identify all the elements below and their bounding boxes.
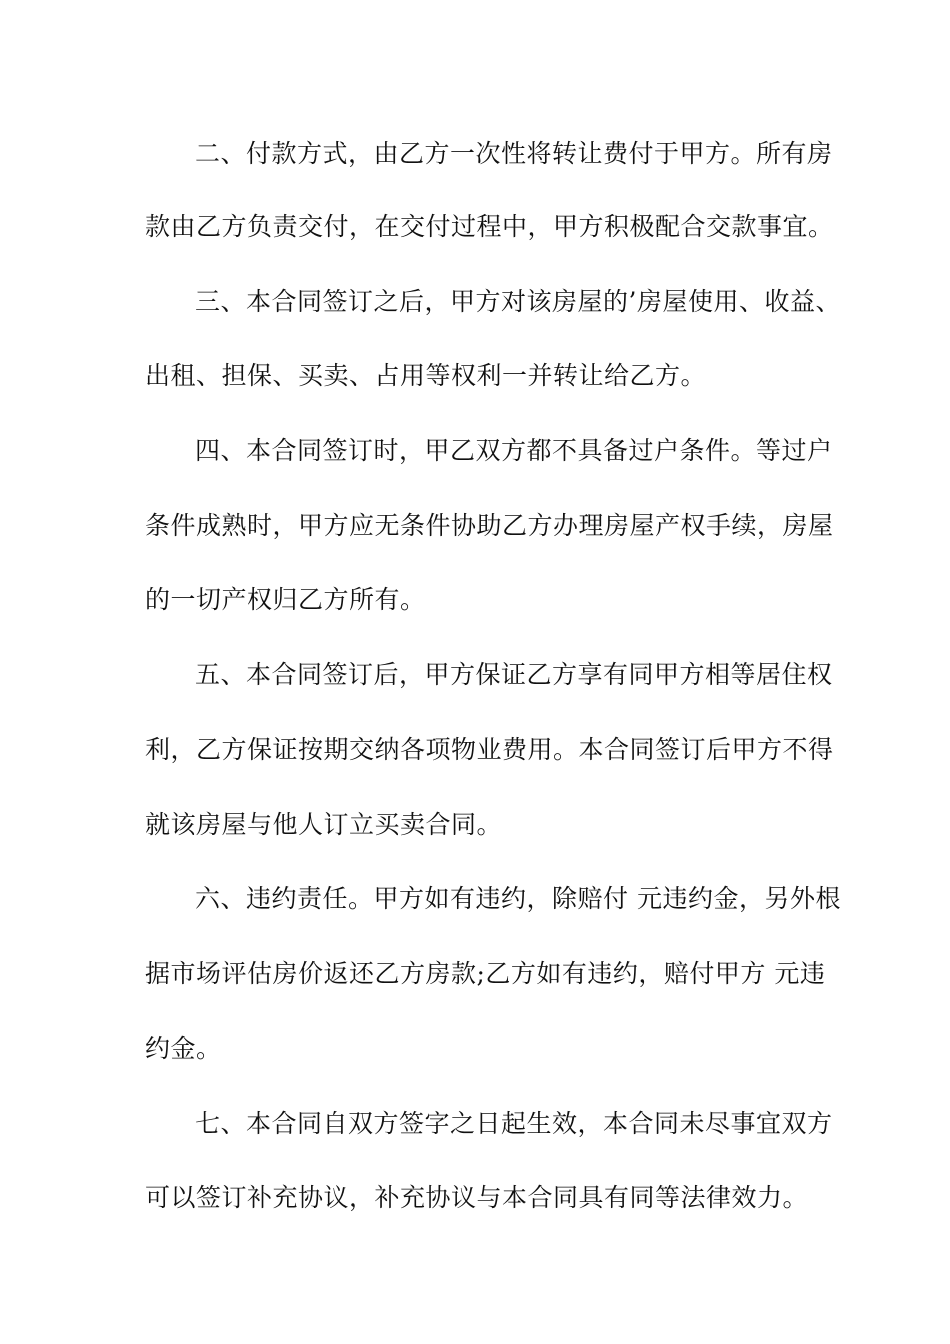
paragraph-line: 可以签订补充协议，补充协议与本合同具有同等法律效力。	[145, 1183, 809, 1212]
paragraph-line: 就该房屋与他人订立买卖合同。	[145, 810, 503, 839]
paragraph-line: 六、违约责任。甲方如有违约，除赔付 元违约金，另外根	[195, 884, 841, 913]
paragraph-line: 三、本合同签订之后，甲方对该房屋的’房屋使用、收益、	[195, 287, 841, 316]
paragraph-line: 二、付款方式，由乙方一次性将转让费付于甲方。所有房	[195, 139, 833, 168]
paragraph-line: 据市场评估房价返还乙方房款;乙方如有违约，赔付甲方 元违	[145, 959, 826, 988]
paragraph-line: 五、本合同签订后，甲方保证乙方享有同甲方相等居住权	[195, 660, 833, 689]
paragraph-line: 出租、担保、买卖、占用等权利一并转让给乙方。	[145, 361, 707, 390]
paragraph-line: 的一切产权归乙方所有。	[145, 585, 426, 614]
paragraph-line: 条件成熟时，甲方应无条件协助乙方办理房屋产权手续，房屋	[145, 511, 834, 540]
paragraph-line: 七、本合同自双方签字之日起生效，本合同未尽事宜双方	[195, 1109, 833, 1138]
paragraph-line: 四、本合同签订时，甲乙双方都不具备过户条件。等过户	[195, 436, 833, 465]
paragraph-line: 款由乙方负责交付，在交付过程中，甲方积极配合交款事宜。	[145, 212, 834, 241]
paragraph-line: 利，乙方保证按期交纳各项物业费用。本合同签订后甲方不得	[145, 735, 834, 764]
paragraph-line: 约金。	[145, 1034, 222, 1063]
